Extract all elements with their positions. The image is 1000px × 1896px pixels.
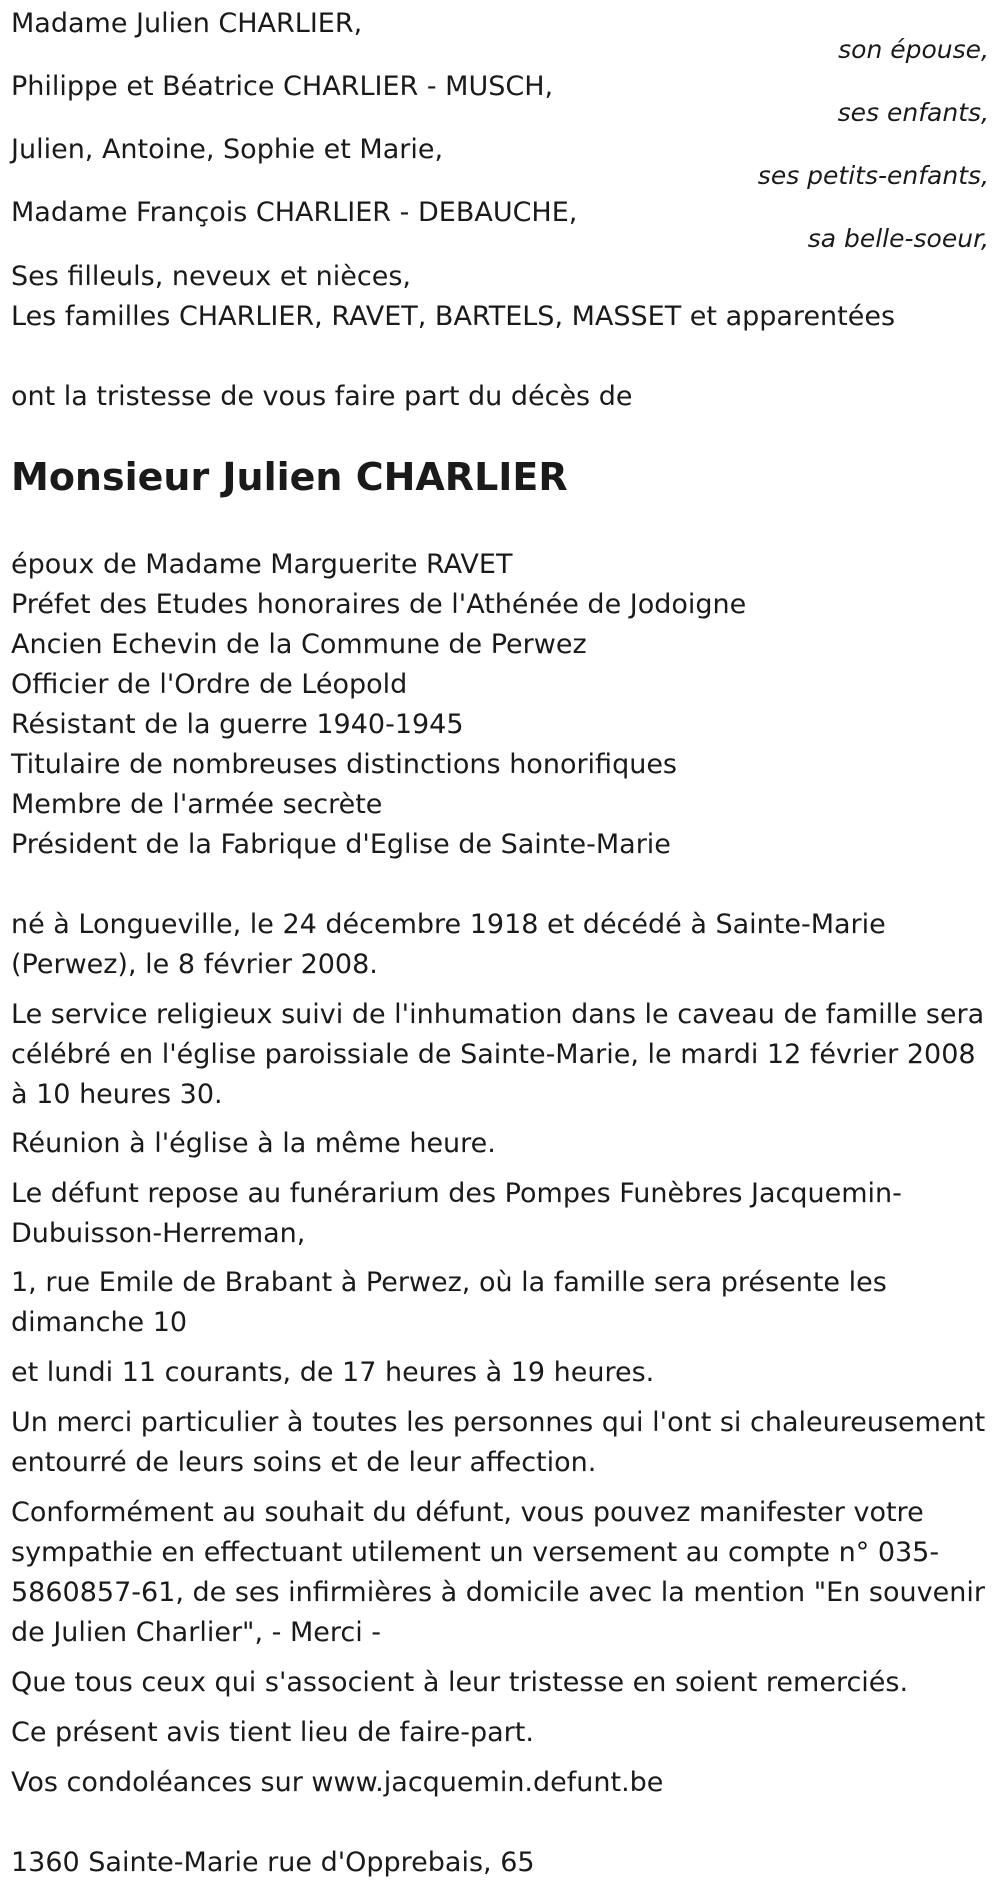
condolences-paragraph: Vos condoléances sur www.jacquemin.defunt.be bbox=[11, 1767, 664, 1798]
title-line: époux de Madame Marguerite RAVET bbox=[11, 549, 513, 580]
family-role-sister-in-law: sa belle-soeur, bbox=[807, 224, 989, 253]
family-name-grandchildren: Julien, Antoine, Sophie et Marie, bbox=[11, 134, 444, 165]
visiting-hours-paragraph: et lundi 11 courants, de 17 heures à 19 heures. bbox=[11, 1357, 655, 1388]
title-line: Ancien Echevin de la Commune de Perwez bbox=[11, 629, 587, 660]
family-name-children: Philippe et Béatrice CHARLIER - MUSCH, bbox=[11, 71, 554, 102]
others-families: Les familles CHARLIER, RAVET, BARTELS, MASSET et apparentées bbox=[11, 301, 896, 332]
title-line: Titulaire de nombreuses distinctions honorifiques bbox=[11, 749, 677, 780]
announcement: ont la tristesse de vous faire part du décès de bbox=[11, 381, 633, 412]
title-line: Président de la Fabrique d'Eglise de Sainte-Marie bbox=[11, 829, 671, 860]
title-line: Membre de l'armée secrète bbox=[11, 789, 383, 820]
gratitude-paragraph: Que tous ceux qui s'associent à leur tristesse en soient remerciés. bbox=[11, 1667, 909, 1698]
donation-paragraph: Conformément au souhait du défunt, vous pouvez manifester votre sympathie en effectuant utilement un versement au compte n° 035-5860857-61, de ses infirmières à domicile avec la mention "En souvenir de Julien Charlier", - Merci - bbox=[11, 1497, 985, 1648]
birth-death-paragraph: né à Longueville, le 24 décembre 1918 et décédé à Sainte-Marie (Perwez), le 8 février 2008. bbox=[11, 909, 886, 980]
family-role-spouse: son épouse, bbox=[838, 35, 989, 64]
deceased-name: Monsieur Julien CHARLIER bbox=[11, 455, 568, 499]
others-godchildren: Ses filleuls, neveux et nièces, bbox=[11, 261, 411, 292]
thanks-paragraph: Un merci particulier à toutes les personnes qui l'ont si chaleureusement entourré de leurs soins et de leur affection. bbox=[11, 1407, 986, 1478]
family-role-grandchildren: ses petits-enfants, bbox=[757, 161, 989, 190]
notice-paragraph: Ce présent avis tient lieu de faire-part. bbox=[11, 1717, 534, 1748]
meeting-paragraph: Réunion à l'église à la même heure. bbox=[11, 1128, 496, 1159]
funerarium-paragraph: Le défunt repose au funérarium des Pompes Funèbres Jacquemin-Dubuisson-Herreman, bbox=[11, 1178, 902, 1249]
family-role-children: ses enfants, bbox=[837, 98, 989, 127]
title-line: Officier de l'Ordre de Léopold bbox=[11, 669, 408, 700]
family-name-spouse: Madame Julien CHARLIER, bbox=[11, 8, 363, 39]
visiting-address-paragraph: 1, rue Emile de Brabant à Perwez, où la famille sera présente les dimanche 10 bbox=[11, 1267, 887, 1338]
funeral-service-paragraph: Le service religieux suivi de l'inhumation dans le caveau de famille sera célébré en l'église paroissiale de Sainte-Marie, le mardi 12 février 2008 à 10 heures 30. bbox=[11, 999, 985, 1110]
title-line: Préfet des Etudes honoraires de l'Athénée de Jodoigne bbox=[11, 589, 747, 620]
title-line: Résistant de la guerre 1940-1945 bbox=[11, 709, 464, 740]
address: 1360 Sainte-Marie rue d'Opprebais, 65 bbox=[11, 1847, 535, 1878]
family-name-sister-in-law: Madame François CHARLIER - DEBAUCHE, bbox=[11, 197, 578, 228]
